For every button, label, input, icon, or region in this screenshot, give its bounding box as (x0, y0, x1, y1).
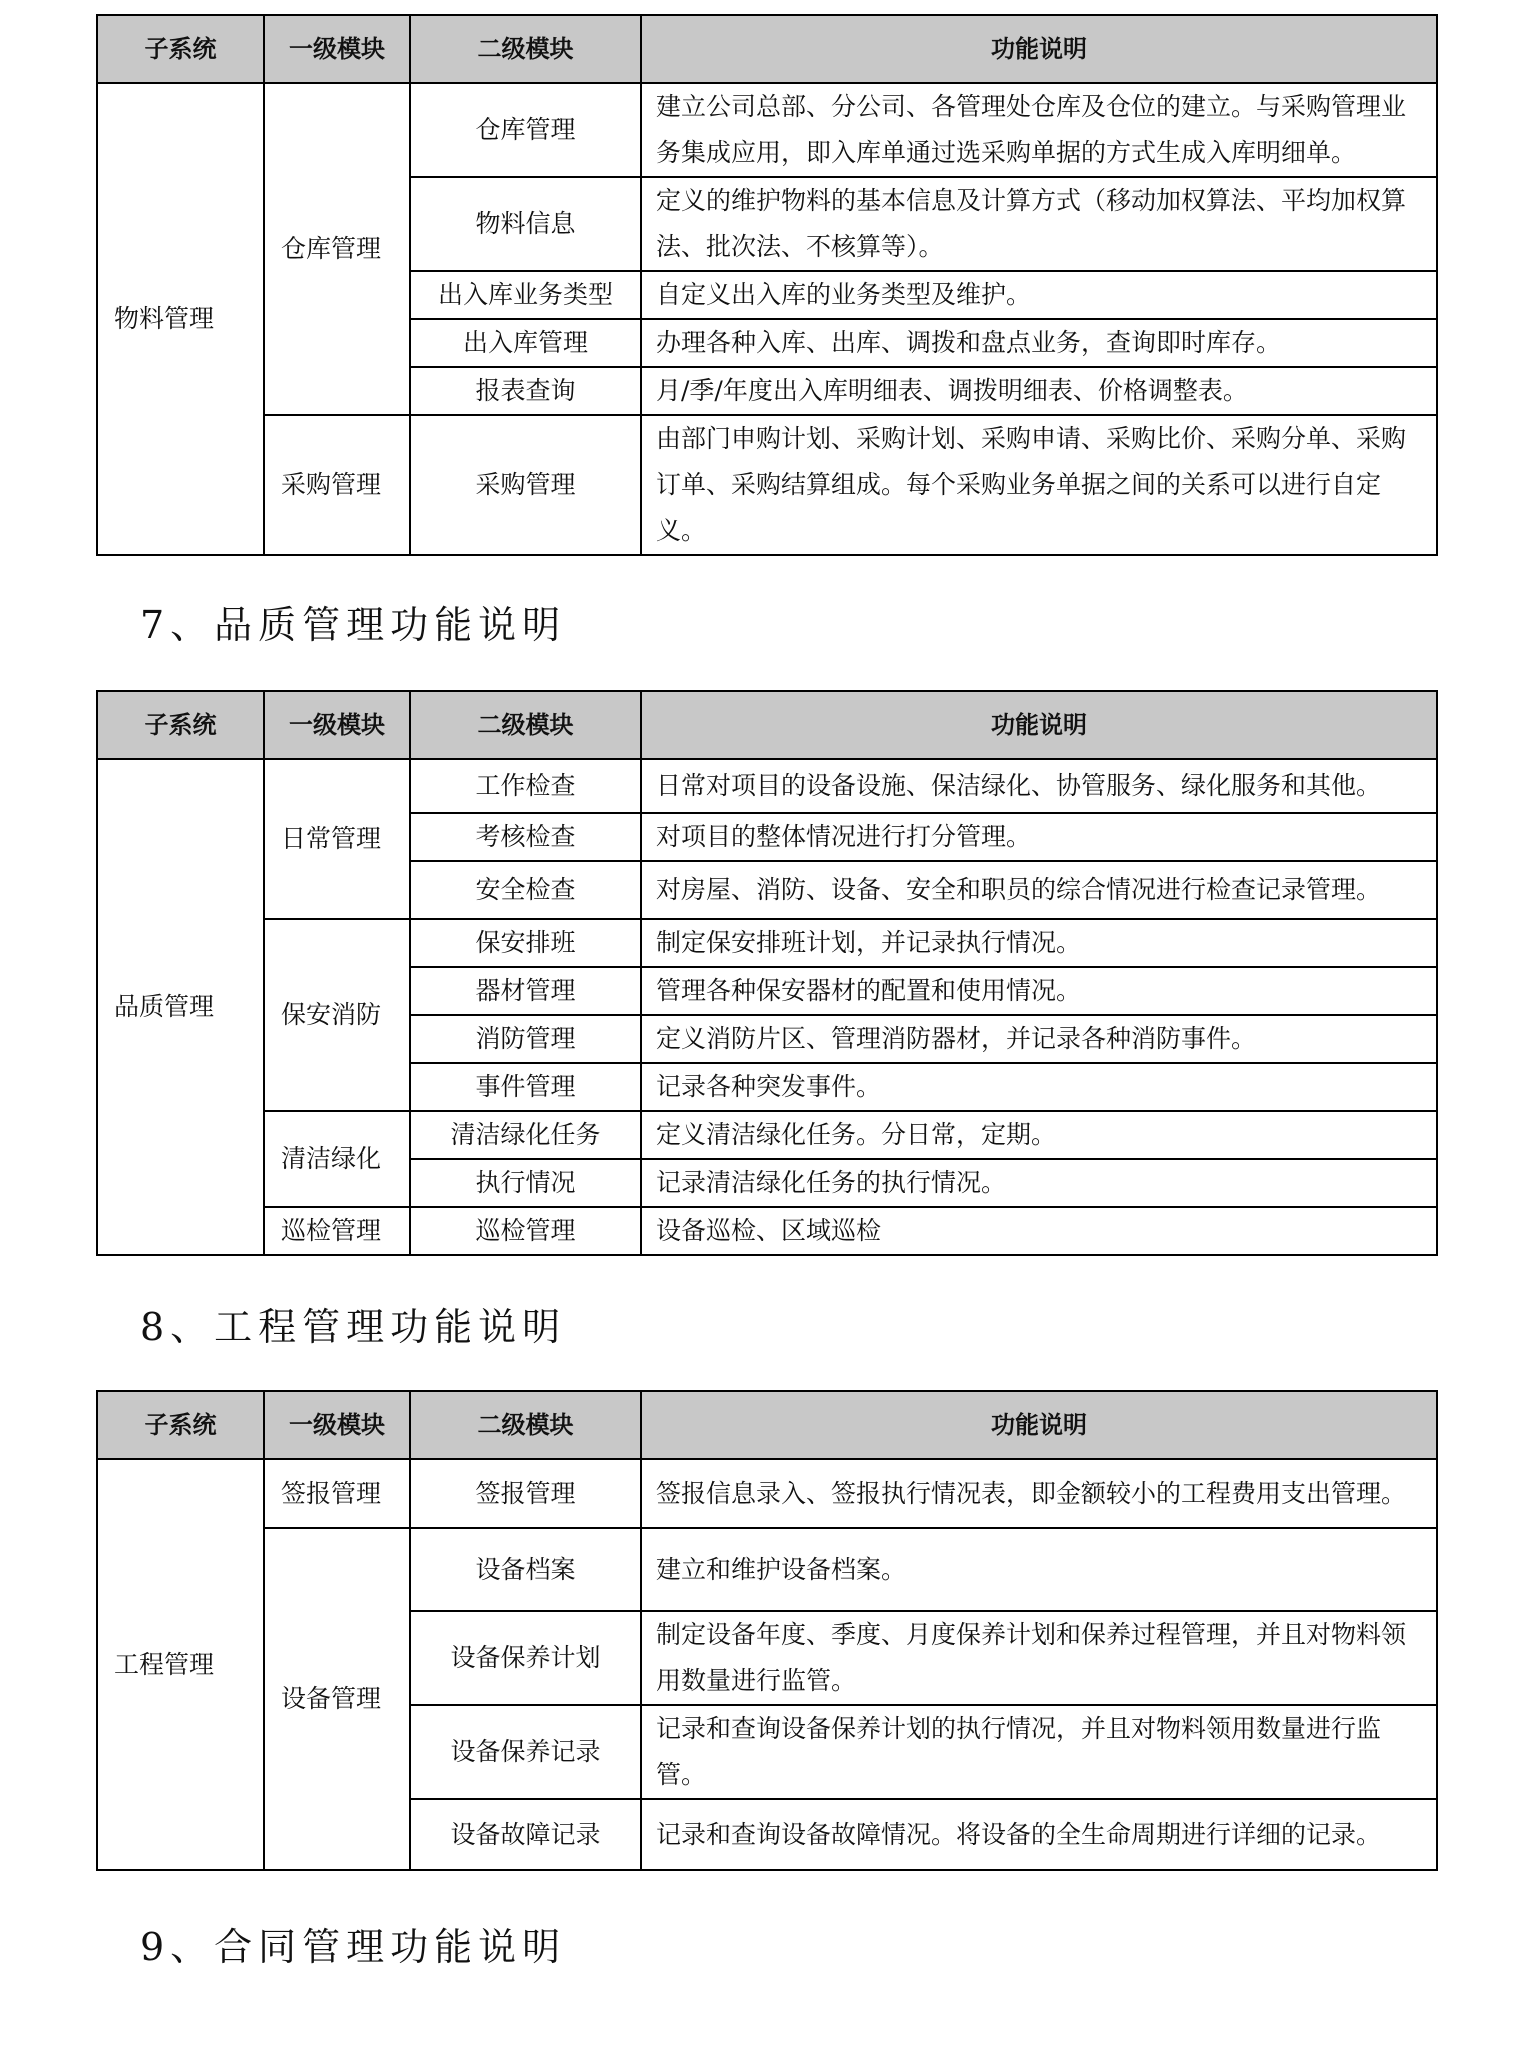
header-module: 一级模块 (264, 15, 410, 83)
module-cell: 设备管理 (264, 1528, 410, 1870)
description-cell: 日常对项目的设备设施、保洁绿化、协管服务、绿化服务和其他。 (641, 759, 1437, 813)
submodule-cell: 设备档案 (410, 1528, 641, 1611)
table-header-row (97, 691, 1437, 759)
submodule-cell: 安全检查 (410, 861, 641, 919)
module-cell: 巡检管理 (264, 1207, 410, 1255)
header-subsystem: 子系统 (97, 691, 264, 759)
module-cell: 签报管理 (264, 1459, 410, 1528)
header-description: 功能说明 (641, 15, 1437, 83)
table-row (97, 1207, 1437, 1255)
submodule-cell: 设备故障记录 (410, 1799, 641, 1870)
header-subsystem: 子系统 (97, 15, 264, 83)
submodule-cell: 仓库管理 (410, 83, 641, 177)
table-row (97, 1111, 1437, 1159)
table-row (97, 1528, 1437, 1611)
description-cell: 定义消防片区、管理消防器材，并记录各种消防事件。 (641, 1015, 1437, 1063)
table-header-row (97, 1391, 1437, 1459)
submodule-cell: 清洁绿化任务 (410, 1111, 641, 1159)
header-submodule: 二级模块 (410, 15, 641, 83)
header-submodule: 二级模块 (410, 691, 641, 759)
description-cell: 记录和查询设备故障情况。将设备的全生命周期进行详细的记录。 (641, 1799, 1437, 1870)
header-subsystem: 子系统 (97, 1391, 264, 1459)
table-header-row (97, 15, 1437, 83)
description-cell: 设备巡检、区域巡检 (641, 1207, 1437, 1255)
submodule-cell: 报表查询 (410, 367, 641, 415)
table-row (97, 919, 1437, 967)
submodule-cell: 设备保养计划 (410, 1611, 641, 1705)
subsystem-cell: 物料管理 (97, 83, 264, 555)
module-cell: 保安消防 (264, 919, 410, 1111)
header-description: 功能说明 (641, 1391, 1437, 1459)
header-description: 功能说明 (641, 691, 1437, 759)
submodule-cell: 器材管理 (410, 967, 641, 1015)
module-cell: 采购管理 (264, 415, 410, 555)
submodule-cell: 出入库业务类型 (410, 271, 641, 319)
description-cell: 定义清洁绿化任务。分日常，定期。 (641, 1111, 1437, 1159)
submodule-cell: 巡检管理 (410, 1207, 641, 1255)
submodule-cell: 设备保养记录 (410, 1705, 641, 1799)
description-cell: 制定设备年度、季度、月度保养计划和保养过程管理，并且对物料领用数量进行监管。 (641, 1611, 1437, 1705)
subsystem-cell: 工程管理 (97, 1459, 264, 1870)
section-heading-8: 8、工程管理功能说明 (140, 1305, 567, 1349)
description-cell: 记录各种突发事件。 (641, 1063, 1437, 1111)
description-cell: 记录和查询设备保养计划的执行情况，并且对物料领用数量进行监管。 (641, 1705, 1437, 1799)
submodule-cell: 保安排班 (410, 919, 641, 967)
description-cell: 建立公司总部、分公司、各管理处仓库及仓位的建立。与采购管理业务集成应用，即入库单通过选采购单据的方式生成入库明细单。 (641, 83, 1437, 177)
description-cell: 定义的维护物料的基本信息及计算方式（移动加权算法、平均加权算法、批次法、不核算等）。 (641, 177, 1437, 271)
submodule-cell: 执行情况 (410, 1159, 641, 1207)
section-heading-9: 9、合同管理功能说明 (140, 1925, 567, 1969)
module-cell: 日常管理 (264, 759, 410, 919)
description-cell: 记录清洁绿化任务的执行情况。 (641, 1159, 1437, 1207)
description-cell: 对项目的整体情况进行打分管理。 (641, 813, 1437, 861)
description-cell: 建立和维护设备档案。 (641, 1528, 1437, 1611)
subsystem-cell: 品质管理 (97, 759, 264, 1255)
table-quality (96, 690, 1438, 1256)
submodule-cell: 考核检查 (410, 813, 641, 861)
description-cell: 对房屋、消防、设备、安全和职员的综合情况进行检查记录管理。 (641, 861, 1437, 919)
submodule-cell: 事件管理 (410, 1063, 641, 1111)
section-heading-7: 7、品质管理功能说明 (140, 603, 567, 647)
table-row (97, 83, 1437, 177)
table-row (97, 759, 1437, 813)
table-material (96, 14, 1438, 556)
submodule-cell: 签报管理 (410, 1459, 641, 1528)
submodule-cell: 采购管理 (410, 415, 641, 555)
header-module: 一级模块 (264, 691, 410, 759)
description-cell: 办理各种入库、出库、调拨和盘点业务，查询即时库存。 (641, 319, 1437, 367)
description-cell: 自定义出入库的业务类型及维护。 (641, 271, 1437, 319)
description-cell: 由部门申购计划、采购计划、采购申请、采购比价、采购分单、采购订单、采购结算组成。每个采购业务单据之间的关系可以进行自定义。 (641, 415, 1437, 555)
description-cell: 签报信息录入、签报执行情况表，即金额较小的工程费用支出管理。 (641, 1459, 1437, 1528)
submodule-cell: 消防管理 (410, 1015, 641, 1063)
description-cell: 管理各种保安器材的配置和使用情况。 (641, 967, 1437, 1015)
header-module: 一级模块 (264, 1391, 410, 1459)
header-submodule: 二级模块 (410, 1391, 641, 1459)
table-engineering (96, 1390, 1438, 1871)
module-cell: 仓库管理 (264, 83, 410, 415)
module-cell: 清洁绿化 (264, 1111, 410, 1207)
submodule-cell: 出入库管理 (410, 319, 641, 367)
table-row (97, 415, 1437, 555)
submodule-cell: 工作检查 (410, 759, 641, 813)
description-cell: 月/季/年度出入库明细表、调拨明细表、价格调整表。 (641, 367, 1437, 415)
table-row (97, 1459, 1437, 1528)
submodule-cell: 物料信息 (410, 177, 641, 271)
description-cell: 制定保安排班计划，并记录执行情况。 (641, 919, 1437, 967)
